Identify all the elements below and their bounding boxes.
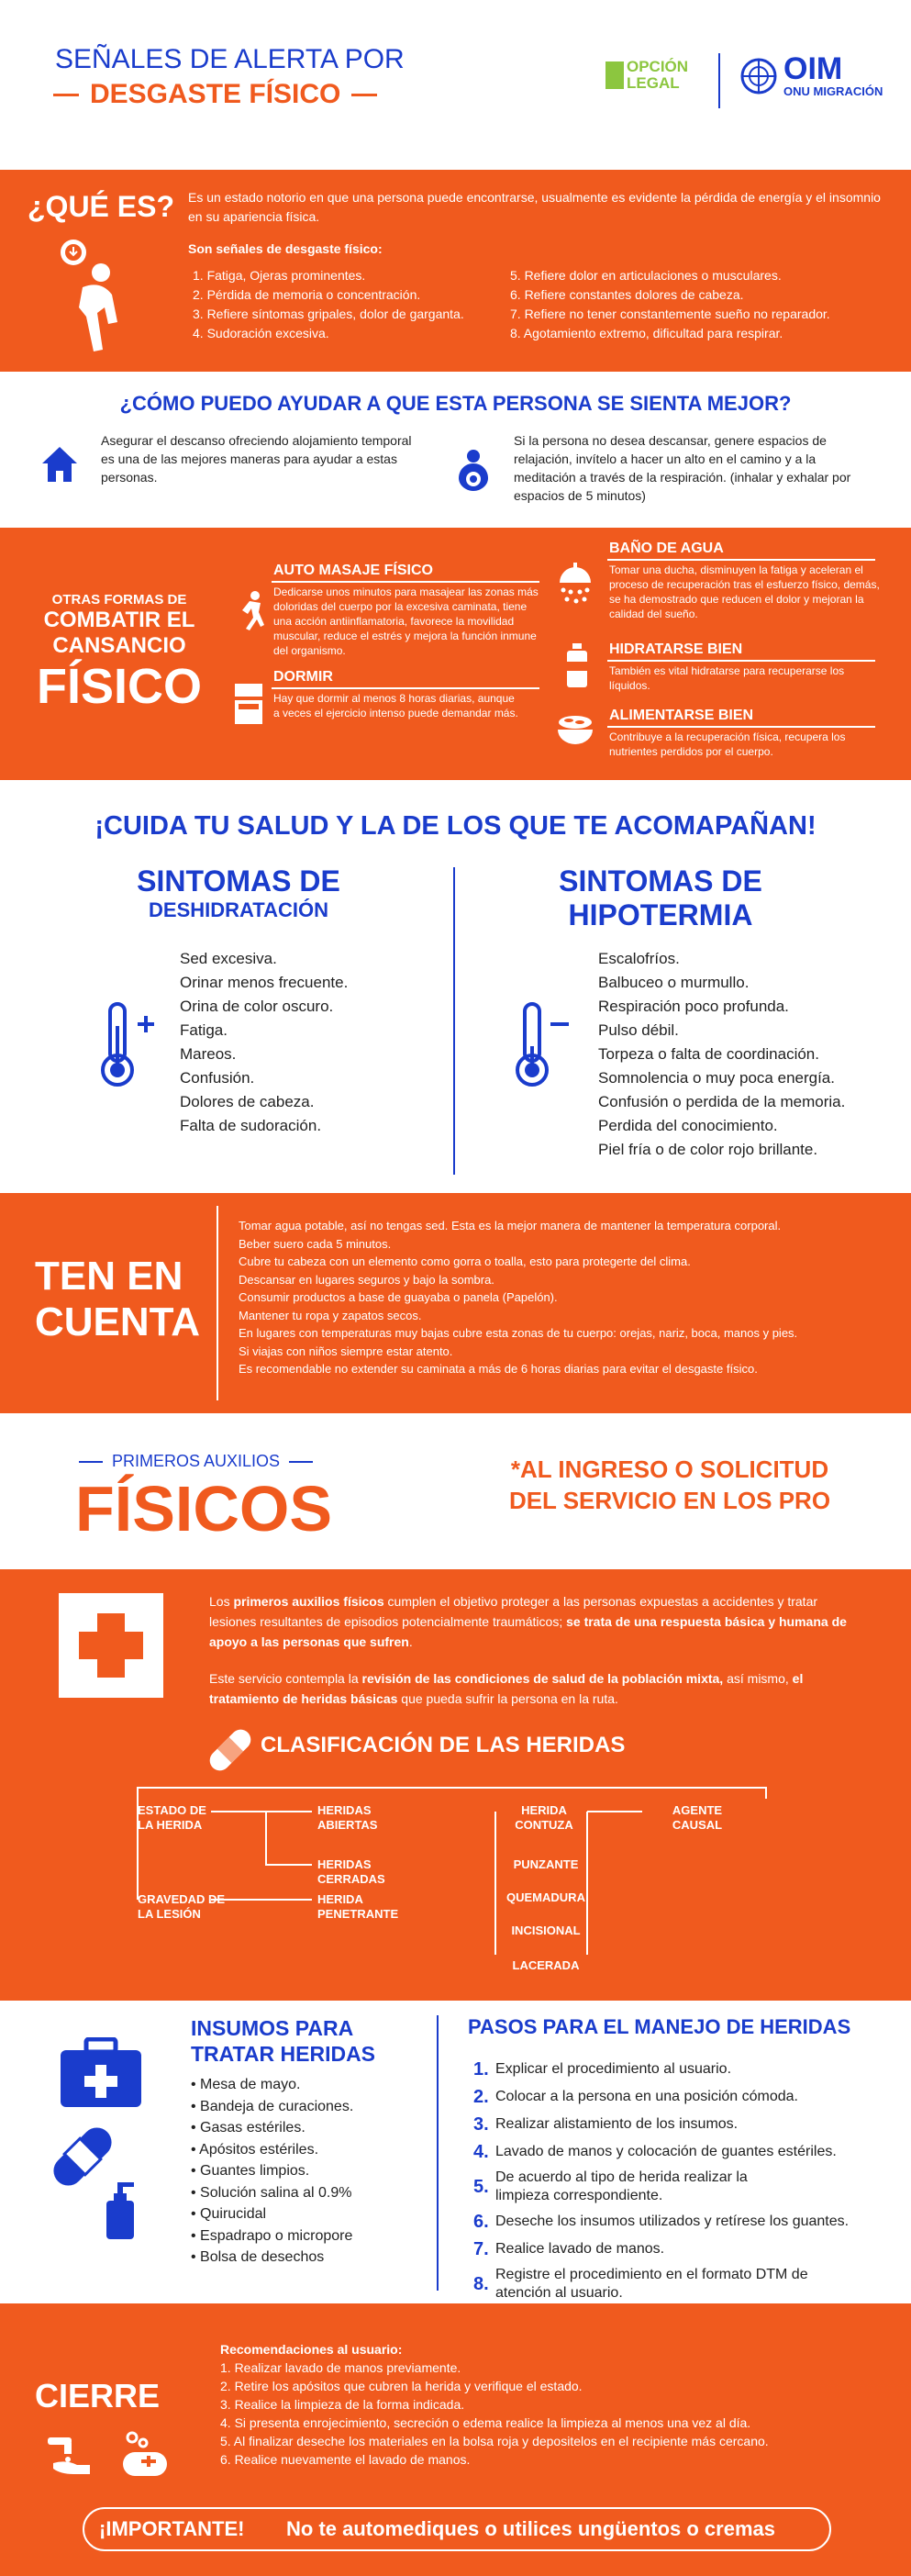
paso-7 [473,2236,895,2263]
cause-contuza: HERIDA CONTUZA [515,1803,573,1832]
item-text: Guantes limpios. [200,2163,310,2179]
p1b: primeros auxilios físicos [233,1594,384,1609]
p2d: el tratamiento de heridas básicas [209,1671,804,1706]
soap-bubbles-icon [119,2430,172,2481]
p2c: así mismo, [723,1671,793,1686]
p1a: Los [209,1594,234,1609]
list-item: 7. Refiere no tener constantemente sueño no reparador. [510,307,830,321]
item-alimentarse-title: ALIMENTARSE BIEN [609,708,754,723]
list-item: Mareos. [180,1045,237,1063]
list-item: Cubre tu cabeza con un elemento como gorra o toalla, esto para protegerte del clima. [239,1255,691,1268]
list-item: Dolores de cabeza. [180,1093,315,1110]
list-item: Confusión. [180,1069,255,1087]
item-masaje-text: Dedicarse unos minutos para masajear las zonas más doloridas del cuerpo por la excesiva caminata, tiene una acción antiinflamatoria, favorece la movilidad muscular, reduce el estrés y mejora la función inmune del organismo. [273,585,539,657]
que-es-subheading: Son señales de desgaste físico: [188,241,383,256]
item-text: Apósitos estériles. [199,2141,319,2158]
paso-num: 5. [473,2176,489,2197]
logo1-line2: LEGAL [627,74,680,92]
list-item: Orinar menos frecuente. [180,974,349,991]
primeros-section [0,1413,911,1569]
primeros-small-row [79,1452,313,1471]
list-item: Respiración poco profunda. [598,998,789,1015]
cuida-heading: ¡CUIDA TU SALUD Y LA DE LOS QUE TE ACOMAPAÑAN! [94,811,817,841]
item-bano-text: Tomar una ducha, disminuyen la fatiga y aceleran el proceso de recuperación tras el esfuerzo físico, demás, se ha demostrado que reducen el dolor y mejoran la calidad del sueño. [609,563,880,620]
paso-5 [473,2166,895,2208]
paso-1 [473,2056,895,2083]
abiertas-label: HERIDAS ABIERTAS [317,1803,378,1832]
list-item: 2. Retire los apósitos que cubren la herida y verifique el estado. [220,2379,583,2393]
list-item: Escalofríos. [598,950,680,967]
food-bowl-icon [554,711,596,748]
signs-left-list [193,266,464,343]
list-item: Confusión o perdida de la memoria. [598,1093,846,1110]
paso-text: De acuerdo al tipo de herida realizar la limpieza correspondiente. [495,2169,748,2203]
p2e: que pueda sufrir la persona en la ruta. [397,1691,618,1706]
pasos-list [473,2056,895,2305]
list-item: Pulso débil. [598,1021,679,1039]
deshid-title [92,864,385,922]
list-item: Falta de sudoración. [180,1117,322,1134]
item-hidratarse-text: También es vital hidratarse para recuperarse los líquidos. [609,664,845,692]
list-item: Tomar agua potable, así no tengas sed. Esta es la mejor manera de mantener la temperatura corporal. [239,1219,782,1232]
ten-list [239,1217,890,1378]
paso-num: 1. [473,2058,489,2080]
rec-list [220,2359,881,2469]
paso-num: 8. [473,2273,489,2294]
paso-num: 2. [473,2086,489,2107]
list-item: 3. Refiere síntomas gripales, dolor de garganta. [193,307,464,321]
thermometer-minus-icon [510,998,574,1090]
list-item: 6. Realice nuevamente el lavado de manos. [220,2452,471,2467]
logo1-line1: OPCIÓN [627,58,689,75]
p1e: . [408,1634,413,1649]
ayudar-heading: ¿CÓMO PUEDO AYUDAR A QUE ESTA PERSONA SE SIENTA MEJOR? [119,392,792,415]
list-item: • Quirucidal [191,2206,267,2222]
bandage-icon [204,1723,257,1777]
importante-text: No te automediques o utilices ungüentos o cremas [286,2517,775,2540]
paso-text: Lavado de manos y colocación de guantes estériles. [495,2144,837,2159]
otras-l3: CANSANCIO [52,633,186,658]
oim-sub: ONU MIGRACIÓN [783,84,883,98]
list-item: Sed excesiva. [180,950,277,967]
cierre-title: CIERRE [35,2377,161,2414]
ten-en-cuenta-section [0,1193,911,1413]
item-text: Gasas estériles. [200,2120,306,2136]
gravedad-label: GRAVEDAD DE LA LESIÓN [138,1892,226,1921]
list-item: Piel fría o de color rojo brillante. [598,1141,818,1158]
note2: DEL SERVICIO EN LOS PRO [508,1487,831,1514]
paso-text: Registre el procedimiento en el formato DTM de atención al usuario. [495,2267,808,2301]
paso-6 [473,2208,895,2236]
paso-4 [473,2138,895,2166]
paso-text: Colocar a la persona en una posición cómoda. [495,2089,798,2104]
list-item: En lugares con temperaturas muy bajas cubre esta zonas de tu cuerpo: orejas, nariz, boca, manos y pies. [239,1326,798,1340]
otras-formas-section [0,528,911,780]
hipo-title [514,864,807,932]
item-text: Solución salina al 0.9% [200,2184,352,2201]
list-item: Orina de color oscuro. [180,998,334,1015]
paso-num: 7. [473,2238,489,2259]
p1d: se trata de una respuesta básica y humana de apoyo a las personas que sufren [209,1614,847,1649]
clasif-section [0,1569,911,2001]
ten-l1: TEN EN [35,1254,183,1299]
p2b: revisión de las condiciones de salud de la población mixta, [361,1671,724,1686]
item-alimentarse-text: Contribuye a la recuperación física, recupera los nutrientes perdidos por el cuerpo. [609,730,846,758]
cause-lacerada: LACERADA [512,1958,580,1972]
ayudar-left: Asegurar el descanso ofreciendo alojamiento temporal es una de las mejores maneras para ayudar a estas personas. [101,433,412,485]
opcion-legal-mark-icon [605,61,624,89]
ayudar-right: Si la persona no desea descansar, genere espacios de relajación, invítelo a hacer un alto en el camino y a la meditación a través de la respiración. (inhalar y exhalar por espacios de 5 minutos) [514,433,851,503]
deshid-t2: DESHIDRATACIÓN [149,898,328,921]
item-dormir-title: DORMIR [273,669,333,685]
desc-p2 [209,1668,861,1709]
item-hidratarse-title: HIDRATARSE BIEN [609,641,743,657]
otras-l4: FÍSICO [37,659,203,714]
list-item: Mantener tu ropa y zapatos secos. [239,1308,422,1322]
house-icon [39,443,81,485]
title-line2: DESGASTE FÍSICO [90,79,341,109]
item-dormir-text: Hay que dormir al menos 8 horas diarias, aunque a veces el ejercicio intenso puede demandar más. [273,692,518,719]
item-masaje-title: AUTO MASAJE FÍSICO [273,563,433,578]
paso-text: Realice lavado de manos. [495,2241,665,2257]
shower-icon [554,563,596,608]
pasos-title: PASOS PARA EL MANEJO DE HERIDAS [468,2015,851,2038]
signs-right-list [510,266,830,343]
list-item: 4. Sudoración excesiva. [193,326,329,340]
running-icon [231,590,268,630]
list-item: Si viajas con niños siempre estar atento. [239,1344,453,1358]
logo-opcion-legal [605,59,688,92]
importante-box [83,2507,831,2551]
hipo-t1: SINTOMAS DE [559,864,762,898]
hand-washing-icon [46,2430,95,2480]
que-es-desc: Es un estado notorio en que una persona puede encontrarse, usualmente es evidente la pérdida de energía y el insomnio en su apariencia física. [188,190,881,224]
list-item: • Guantes limpios. [191,2163,310,2179]
cerradas-label: HERIDAS CERRADAS [317,1857,385,1886]
meditation-icon [453,449,494,495]
list-item: Balbuceo o murmullo. [598,974,750,991]
que-es-section [0,170,911,372]
list-item: 1. Realizar lavado de manos previamente. [220,2360,461,2375]
otras-l2: COMBATIR EL [43,608,195,632]
primeros-small: PRIMEROS AUXILIOS [112,1452,281,1470]
insumos-t1: INSUMOS PARA [191,2016,354,2040]
p2a: Este servicio contempla la [209,1671,362,1686]
insumos-pasos-section [0,2001,911,2303]
list-item: Fatiga. [180,1021,228,1039]
list-item: • Bandeja de curaciones. [191,2098,354,2114]
list-item: 4. Si presenta enrojecimiento, secreción o edema realice la limpieza al menos una vez al día. [220,2415,751,2430]
list-item: 6. Refiere constantes dolores de cabeza. [510,287,744,302]
clasif-title: CLASIFICACIÓN DE LAS HERIDAS [261,1733,626,1757]
item-text: Espadrapo o micropore [200,2227,353,2244]
list-item: Beber suero cada 5 minutos. [239,1236,392,1251]
que-es-heading: ¿QUÉ ES? [28,190,175,223]
list-item: 1. Fatiga, Ojeras prominentes. [193,268,366,283]
desc-p1 [209,1591,861,1652]
insumos-title [191,2015,375,2067]
hipo-list [598,947,845,1162]
paso-num: 3. [473,2113,489,2135]
list-item: Descansar en lugares seguros y bajo la sombra. [239,1272,494,1287]
list-item: 3. Realice la limpieza de la forma indicada. [220,2397,465,2412]
un-globe-icon [739,57,778,95]
first-aid-kit-icon [59,2037,143,2109]
paso-3 [473,2111,895,2138]
cierre-section [0,2303,911,2576]
deshid-t1: SINTOMAS DE [137,864,340,898]
list-item: • Espadrapo o micropore [191,2227,353,2244]
list-item: Somnolencia o muy poca energía. [598,1069,835,1087]
list-item: • Apósitos estériles. [191,2141,319,2158]
paso-text: Explicar el procedimiento al usuario. [495,2061,732,2077]
importante-label: ¡IMPORTANTE! [99,2517,245,2540]
list-item: 5. Al finalizar deseche los materiales en la bolsa roja y depositelos en el recipiente más cercano. [220,2434,769,2448]
water-bottle-icon [565,643,589,689]
soap-dispenser-icon [103,2182,139,2241]
cause-incisional: INCISIONAL [511,1924,581,1937]
logo-oim [739,53,883,98]
list-item: Consumir productos a base de guayaba o panela (Papelón). [239,1290,558,1304]
paso-8 [473,2263,895,2305]
cause-punzante: PUNZANTE [513,1857,579,1871]
list-item: Es recomendable no extender su caminata a más de 6 horas diarias para evitar el desgaste físico. [239,1362,758,1376]
insumos-t2: TRATAR HERIDAS [191,2042,376,2066]
agente-label: AGENTE CAUSAL [672,1803,723,1832]
paso-2 [473,2083,895,2111]
item-text: Bolsa de desechos [200,2249,325,2265]
oim-name: OIM [783,51,843,86]
list-item: • Solución salina al 0.9% [191,2184,352,2201]
item-bano-title: BAÑO DE AGUA [609,541,724,556]
list-item: Torpeza o falta de coordinación. [598,1045,819,1063]
header [0,0,911,170]
cuida-section [0,780,911,1193]
list-item: • Bolsa de desechos [191,2249,325,2265]
estado-label: ESTADO DE LA HERIDA [138,1803,206,1832]
list-item: 8. Agotamiento extremo, dificultad para respirar. [510,326,783,340]
hipo-t2: HIPOTERMIA [568,898,753,931]
paso-text: Realizar alistamiento de los insumos. [495,2116,739,2132]
item-text: Mesa de mayo. [200,2077,301,2092]
list-item: Perdida del conocimiento. [598,1117,778,1134]
primeros-note [477,1454,862,1516]
rec-title: Recomendaciones al usuario: [220,2342,403,2357]
tired-person-icon [55,234,128,353]
first-aid-cross-icon [57,1591,165,1700]
ten-l2: CUENTA [35,1299,201,1344]
insumos-list [191,2074,353,2269]
primeros-big: FÍSICOS [75,1473,333,1544]
item-text: Bandeja de curaciones. [200,2098,354,2114]
bed-icon [233,682,264,726]
list-item: • Mesa de mayo. [191,2077,301,2092]
item-text: Quirucidal [200,2206,267,2222]
ayudar-section [0,372,911,528]
deshid-list [180,947,348,1138]
penetrante-label: HERIDA PENETRANTE [317,1892,399,1921]
title-line2-row [53,79,377,110]
cause-quemadura: QUEMADURA [506,1890,585,1904]
paso-num: 6. [473,2211,489,2232]
list-item: 5. Refiere dolor en articulaciones o musculares. [510,268,782,283]
paso-num: 4. [473,2141,489,2162]
otras-l1: OTRAS FORMAS DE [51,592,187,608]
list-item: 2. Pérdida de memoria o concentración. [193,287,421,302]
thermometer-plus-icon [95,998,160,1090]
otras-heading [37,592,202,714]
list-item: • Gasas estériles. [191,2120,306,2136]
p1c: cumplen el objetivo proteger a las personas expuestas a accidentes y tratar lesiones resultantes de episodios potencialmente traumáticos; [209,1594,818,1629]
paso-text: Deseche los insumos utilizados y retírese los guantes. [495,2214,850,2229]
ten-heading [35,1254,200,1345]
title-line1: SEÑALES DE ALERTA POR [55,44,405,74]
note1: *AL INGRESO O SOLICITUD [510,1455,829,1483]
